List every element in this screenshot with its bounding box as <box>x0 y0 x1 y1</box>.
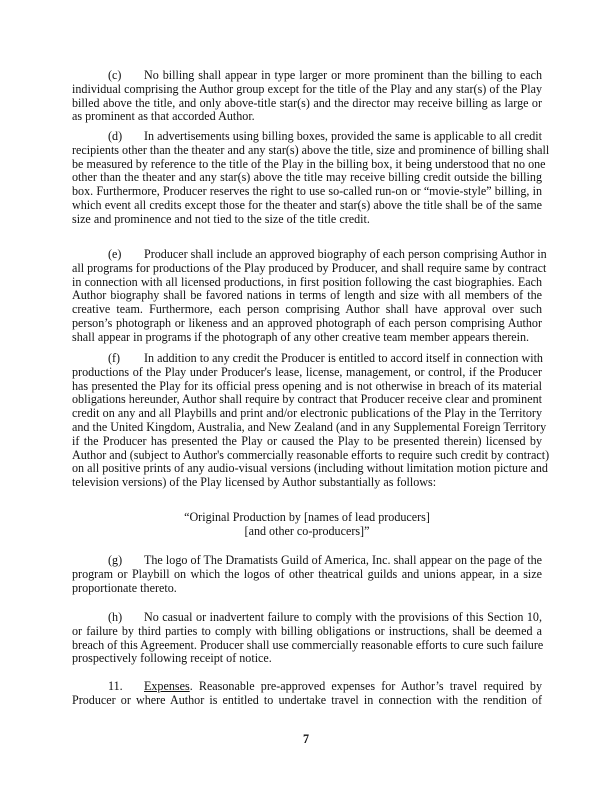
paragraph-line <box>72 352 542 366</box>
paragraph-line: on all positive prints of any audio-visual versions (including without limitation motion picture and <box>72 461 548 476</box>
section-11-text: . Reasonable pre-approved expenses for Author’s travel required by <box>189 679 542 693</box>
paragraph-line: and the United Kingdom, Australia, and New Zealand (and in any Supplemental Foreign Territory <box>72 419 547 434</box>
paragraph-line: box. Furthermore, Producer reserves the right to use so-called run-on or “movie-style” billing, in <box>72 184 542 199</box>
paragraph-line: has presented the Play for its official press opening and is not otherwise in breach of its material <box>72 378 542 393</box>
paragraph-text: No casual or inadvertent failure to comply with the provisions of this Section 10, <box>144 610 542 624</box>
paragraph-line <box>72 611 542 625</box>
paragraph-line: shall appear in programs if the photograph of any other creative team member appears therein. <box>72 329 530 344</box>
paragraph-line <box>72 554 542 568</box>
paragraph-line: television versions) of the Play licensed by Author substantially as follows: <box>72 475 437 490</box>
paragraph-line <box>72 69 542 83</box>
section-11-line-1 <box>72 680 542 694</box>
paragraph-line: which event all credits except those for the theater and star(s) above the title shall be of the same <box>72 197 542 212</box>
paragraph-line: credit on any and all Playbills and print and/or electronic publications of the Play in the Territory <box>72 406 542 421</box>
paragraph-line: other than the theater and any star(s) above the title may receive billing credit outside the billing <box>72 170 542 185</box>
paragraph-e <box>72 247 547 345</box>
paragraph-line: if the Producer has presented the Play or caused the Play to be presented therein) licensed by <box>72 433 542 448</box>
paragraph-line <box>72 247 547 262</box>
paragraph-c <box>72 69 542 124</box>
page-number: 7 <box>302 732 310 746</box>
paragraph-d <box>72 129 550 227</box>
paragraph-text: The logo of The Dramatists Guild of America, Inc. shall appear on the page of the <box>144 553 542 567</box>
paragraph-label: (h) <box>108 610 123 624</box>
section-heading: Expenses <box>144 679 190 693</box>
paragraph-line: program or Playbill on which the logos of other theatrical guilds and unions appear, in a size <box>72 566 542 581</box>
paragraph-line: Author biography shall be favored nations in terms of length and size with all members of the <box>72 288 542 303</box>
paragraph-text: In addition to any credit the Producer is entitled to accord itself in connection with <box>144 351 543 365</box>
paragraph-line: prospectively following receipt of notice. <box>72 651 272 666</box>
section-11 <box>72 680 542 708</box>
paragraph-line: or failure by third parties to comply with billing obligations or instructions, shall be deemed a <box>72 623 542 638</box>
paragraph-label: (g) <box>108 553 123 567</box>
paragraph-text: In advertisements using billing boxes, provided the same is applicable to all credit <box>144 129 542 143</box>
credit-quote-line-2: [and other co-producers]” <box>244 523 370 538</box>
paragraph-g <box>72 554 542 595</box>
paragraph-label: (f) <box>108 351 121 365</box>
paragraph-label: (e) <box>108 247 122 261</box>
paragraph-line: size and prominence and not tied to the size of the title credit. <box>72 211 370 226</box>
paragraph-line: all programs for productions of the Play produced by Producer, and shall require same by contract <box>72 260 547 275</box>
paragraph-line: as prominent as that accorded Author. <box>72 109 255 124</box>
paragraph-line: creative team. Furthermore, each person comprising Author shall have approval over such <box>72 302 542 317</box>
paragraph-h <box>72 611 542 666</box>
paragraph-label: (c) <box>108 68 122 82</box>
paragraph-line: person’s photograph or likeness and an approved photograph of each person comprising Author <box>72 315 542 330</box>
paragraph-line: be measured by reference to the title of the Play in the billing box, it being understood that no one <box>72 156 546 171</box>
credit-quote <box>72 511 542 539</box>
section-11-line-2: Producer or where Author is entitled to undertake travel in connection with the rendition of <box>72 692 542 707</box>
section-number: 11. <box>108 679 123 693</box>
paragraph-line: individual comprising the Author group except for the title of the Play and any star(s) of the Play <box>72 81 542 96</box>
credit-quote-line-1: “Original Production by [names of lead producers] <box>184 510 430 524</box>
paragraph-line: productions of the Play under Producer's lease, license, management, or control, if the Producer <box>72 364 542 379</box>
paragraph-text: No billing shall appear in type larger or more prominent than the billing to each <box>144 68 542 82</box>
paragraph-line: recipients other than the theater and any star(s) above the title, size and prominence of billing shall <box>72 142 550 157</box>
paragraph-line <box>72 130 542 144</box>
paragraph-line: breach of this Agreement. Producer shall use commercially reasonable efforts to cure such failure <box>72 637 544 652</box>
paragraph-line: obligations hereunder, Author shall require by contract that Producer receive clear and prominent <box>72 392 542 407</box>
paragraph-text: Producer shall include an approved biography of each person comprising Author in <box>144 247 547 261</box>
paragraph-line: in connection with all licensed productions, in first position following the cast biographies. Each <box>72 274 542 289</box>
paragraph-line: Author and (subject to Author's commercially reasonable efforts to require such credit by contract) <box>72 447 550 462</box>
paragraph-line: proportionate thereto. <box>72 580 177 595</box>
paragraph-line: billed above the title, and only above-title star(s) and the director may receive billing as large or <box>72 95 542 110</box>
paragraph-label: (d) <box>108 129 123 143</box>
paragraph-f <box>72 351 550 490</box>
